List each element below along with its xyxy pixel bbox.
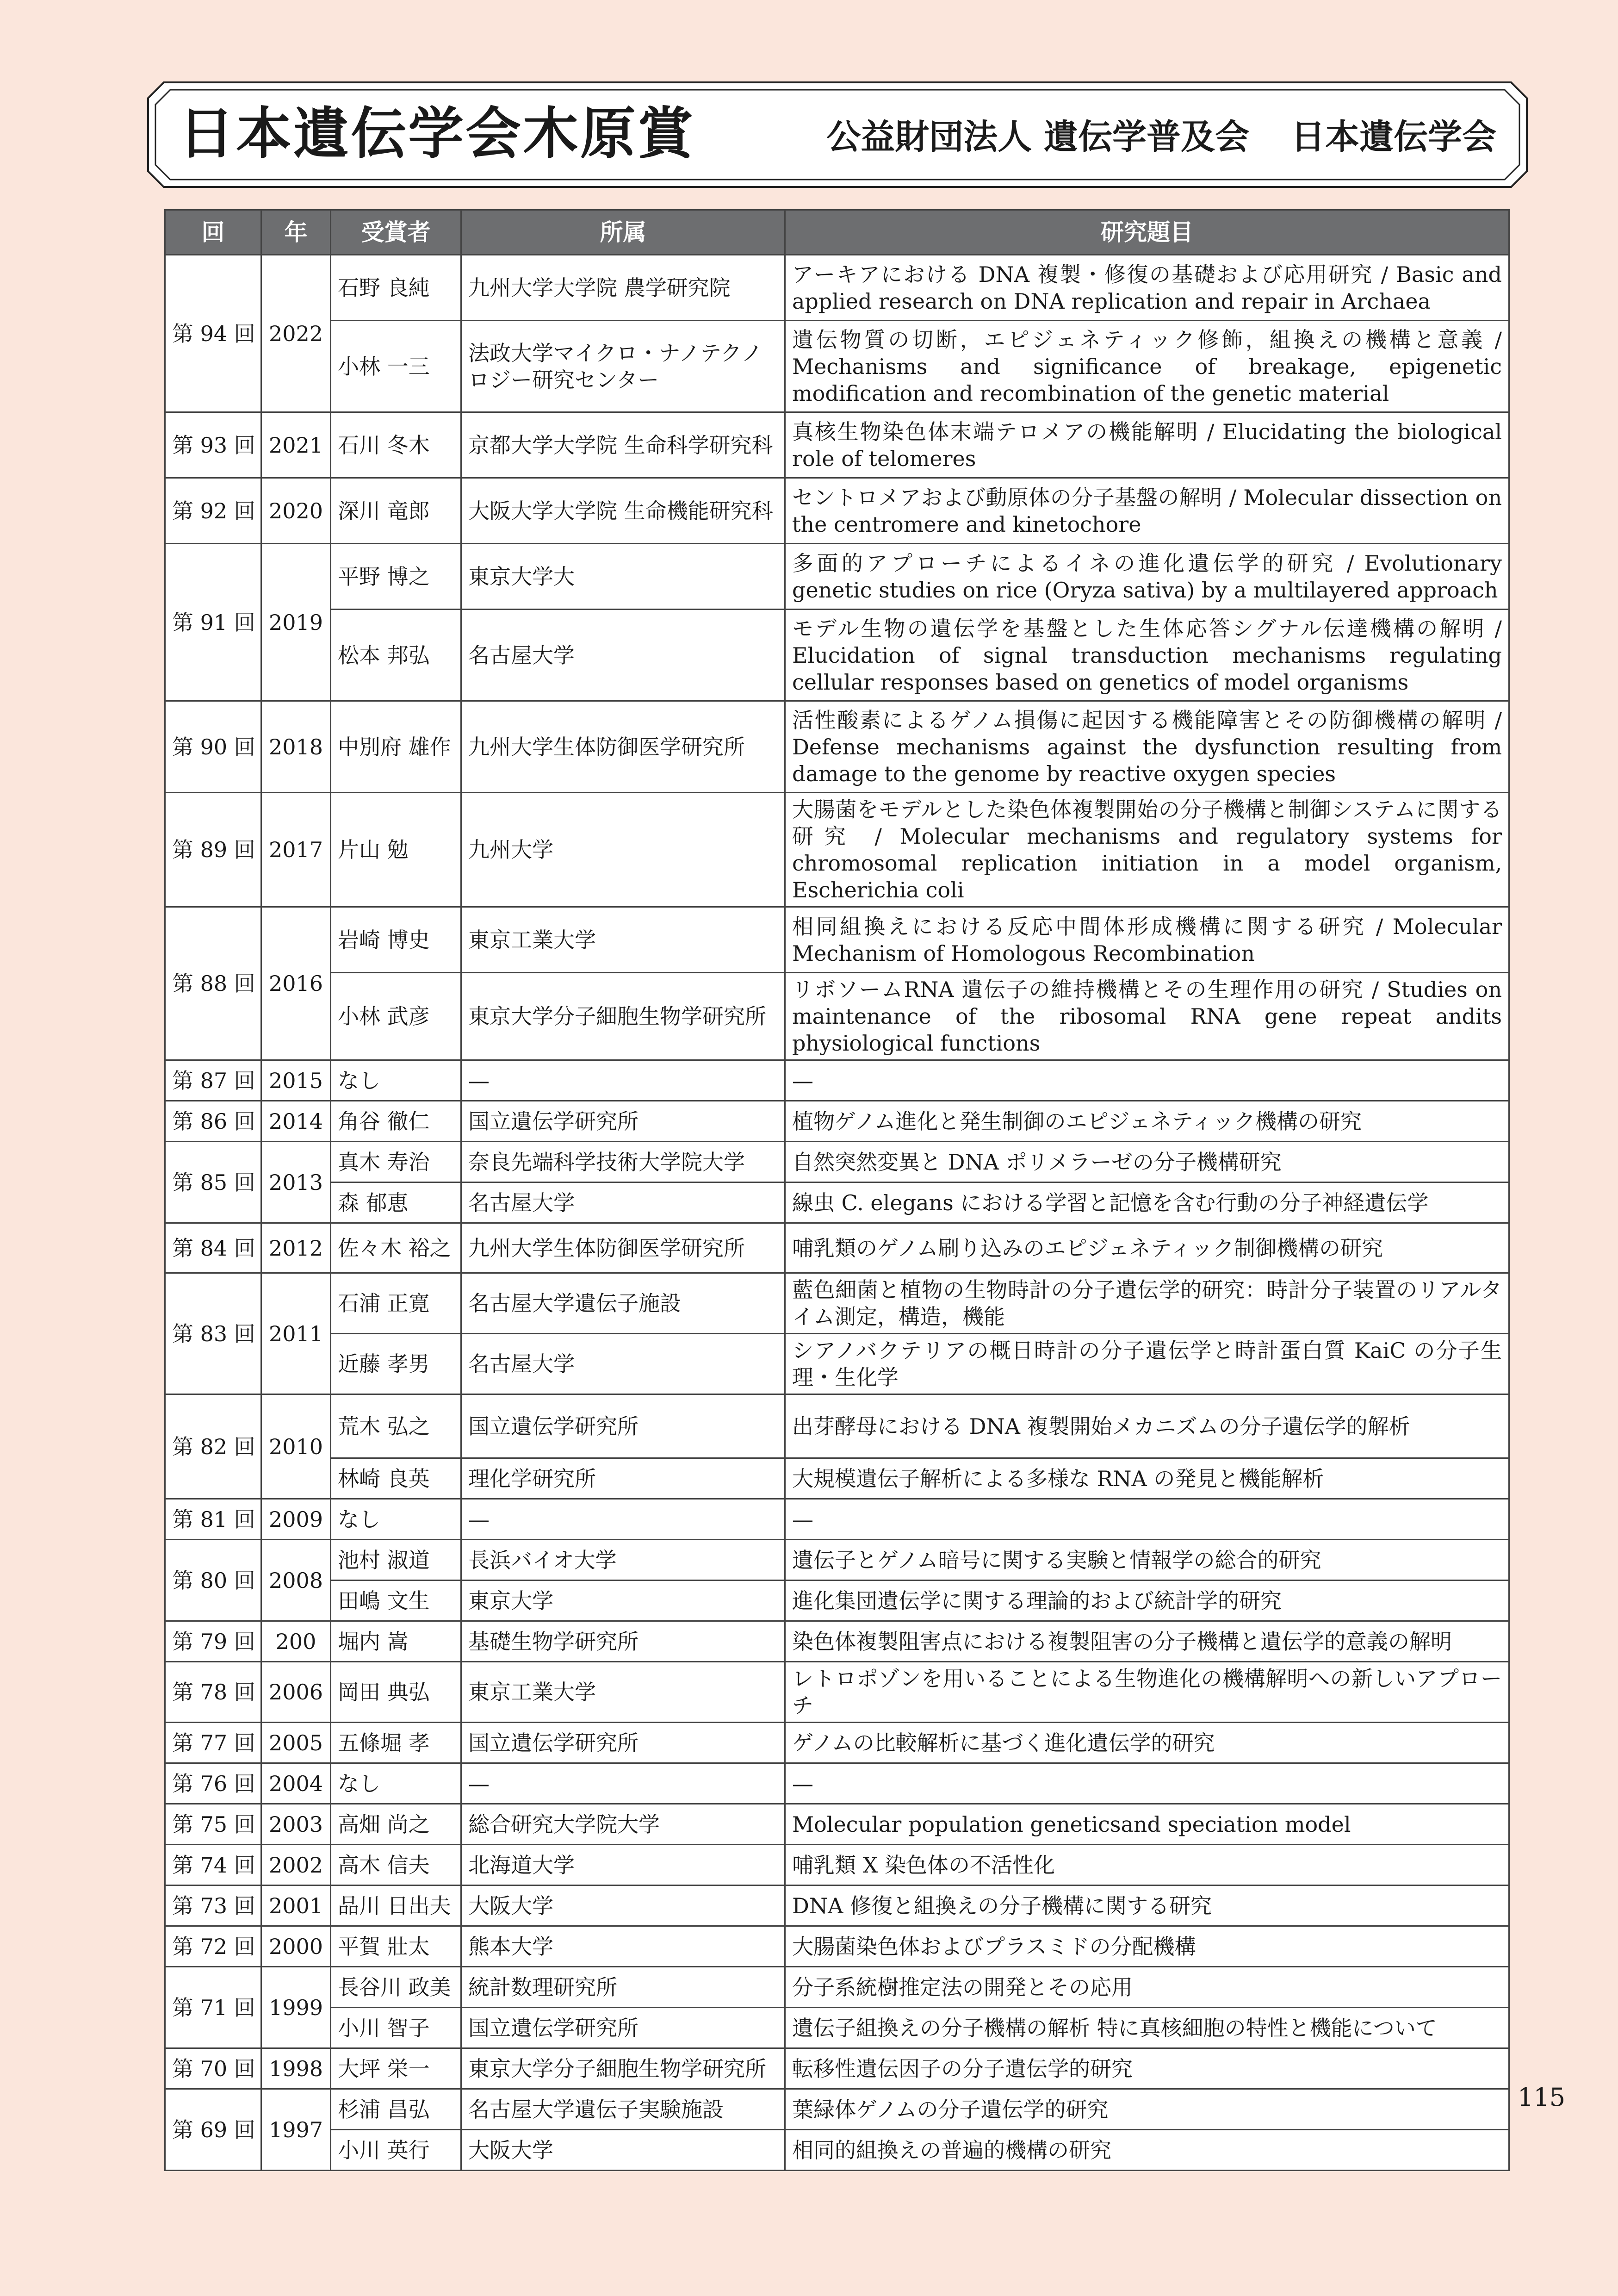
table-row	[165, 2130, 1509, 2171]
round-cell: 第 77 回	[165, 1723, 261, 1763]
table-header-row	[165, 210, 1509, 255]
recipient-cell: 高畑 尚之	[331, 1804, 461, 1845]
table-row	[165, 1885, 1509, 1926]
research-topic-cell: Molecular population geneticsand speciation model	[785, 1804, 1509, 1845]
affiliation-cell: 名古屋大学	[461, 610, 785, 701]
table-row	[165, 1723, 1509, 1763]
research-topic-cell: 転移性遺伝因子の分子遺伝学的研究	[785, 2048, 1509, 2089]
affiliation-cell: 九州大学大学院 農学研究院	[461, 255, 785, 321]
year-cell: 2018	[261, 701, 331, 793]
affiliation-cell: 九州大学生体防御医学研究所	[461, 1223, 785, 1273]
affiliation-cell: 大阪大学	[461, 1885, 785, 1926]
affiliation-cell: —	[461, 1763, 785, 1804]
recipient-cell: 真木 寿治	[331, 1142, 461, 1182]
round-cell: 第 78 回	[165, 1662, 261, 1723]
research-topic-cell: 分子系統樹推定法の開発とその応用	[785, 1967, 1509, 2008]
research-topic-cell: モデル生物の遺伝学を基盤とした生体応答シグナル伝達機構の解明 / Elucidation of signal transduction mechanisms regulating cellular responses based on genetics of model organisms	[785, 610, 1509, 701]
research-topic-cell: 哺乳類 X 染色体の不活性化	[785, 1845, 1509, 1885]
research-topic-cell: セントロメアおよび動原体の分子基盤の解明 / Molecular dissection on the centromere and kinetochore	[785, 478, 1509, 544]
research-topic-cell: 大規模遺伝子解析による多様な RNA の発見と機能解析	[785, 1458, 1509, 1499]
recipient-cell: 石川 冬木	[331, 412, 461, 478]
affiliation-cell: 法政大学マイクロ・ナノテクノロジー研究センター	[461, 321, 785, 412]
research-topic-cell: 遺伝物質の切断，エピジェネティック修飾，組換えの機構と意義 / Mechanisms and significance of breakage, epigenetic modification and recombination of the genetic material	[785, 321, 1509, 412]
research-topic-cell: DNA 修復と組換えの分子機構に関する研究	[785, 1885, 1509, 1926]
year-cell: 2004	[261, 1763, 331, 1804]
research-topic-cell: アーキアにおける DNA 複製・修復の基礎および応用研究 / Basic and applied research on DNA replication and repair in Archaea	[785, 255, 1509, 321]
award-table-body	[165, 255, 1509, 2171]
table-row	[165, 1580, 1509, 1621]
research-topic-cell: 植物ゲノム進化と発生制御のエピジェネティック機構の研究	[785, 1101, 1509, 1142]
affiliation-cell: 総合研究大学院大学	[461, 1804, 785, 1845]
table-row	[165, 1926, 1509, 1967]
table-row	[165, 255, 1509, 321]
recipient-cell: 品川 日出夫	[331, 1885, 461, 1926]
year-cell: 2020	[261, 478, 331, 544]
year-cell: 2003	[261, 1804, 331, 1845]
year-cell: 2011	[261, 1273, 331, 1394]
research-topic-cell: 相同組換えにおける反応中間体形成機構に関する研究 / Molecular Mechanism of Homologous Recombination	[785, 907, 1509, 973]
table-row	[165, 1458, 1509, 1499]
round-cell: 第 80 回	[165, 1540, 261, 1621]
research-topic-cell: レトロポゾンを用いることによる生物進化の機構解明への新しいアプローチ	[785, 1662, 1509, 1723]
page-number: 115	[1518, 2083, 1566, 2112]
table-row	[165, 1394, 1509, 1458]
research-topic-cell: 哺乳類のゲノム刷り込みのエピジェネティック制御機構の研究	[785, 1223, 1509, 1273]
table-row	[165, 1223, 1509, 1273]
recipient-cell: 林崎 良英	[331, 1458, 461, 1499]
table-row	[165, 610, 1509, 701]
table-row	[165, 1804, 1509, 1845]
research-topic-cell: 線虫 C. elegans における学習と記憶を含む行動の分子神経遺伝学	[785, 1182, 1509, 1223]
round-cell: 第 94 回	[165, 255, 261, 412]
affiliation-cell: 東京大学大	[461, 544, 785, 610]
affiliation-cell: 理化学研究所	[461, 1458, 785, 1499]
table-row	[165, 544, 1509, 610]
table-row	[165, 2008, 1509, 2048]
recipient-cell: 小林 武彦	[331, 973, 461, 1060]
recipient-cell: 小川 英行	[331, 2130, 461, 2171]
year-cell: 2001	[261, 1885, 331, 1926]
round-cell: 第 86 回	[165, 1101, 261, 1142]
round-cell: 第 81 回	[165, 1499, 261, 1540]
recipient-cell: なし	[331, 1763, 461, 1804]
year-cell: 2015	[261, 1060, 331, 1101]
research-topic-cell: —	[785, 1499, 1509, 1540]
table-row	[165, 412, 1509, 478]
round-cell: 第 70 回	[165, 2048, 261, 2089]
affiliation-cell: 京都大学大学院 生命科学研究科	[461, 412, 785, 478]
recipient-cell: 松本 邦弘	[331, 610, 461, 701]
table-row	[165, 1662, 1509, 1723]
header-banner	[147, 81, 1528, 188]
round-cell: 第 83 回	[165, 1273, 261, 1394]
year-cell: 2009	[261, 1499, 331, 1540]
round-cell: 第 75 回	[165, 1804, 261, 1845]
round-cell: 第 93 回	[165, 412, 261, 478]
recipient-cell: 片山 勉	[331, 793, 461, 907]
round-cell: 第 87 回	[165, 1060, 261, 1101]
year-cell: 200	[261, 1621, 331, 1662]
table-row	[165, 1967, 1509, 2008]
recipient-cell: 岡田 典弘	[331, 1662, 461, 1723]
round-cell: 第 72 回	[165, 1926, 261, 1967]
table-row	[165, 701, 1509, 793]
organization-name: 日本遺伝学会	[1291, 117, 1496, 157]
round-cell: 第 84 回	[165, 1223, 261, 1273]
affiliation-cell: 東京大学	[461, 1580, 785, 1621]
year-cell: 2019	[261, 544, 331, 701]
recipient-cell: 杉浦 昌弘	[331, 2089, 461, 2130]
recipient-cell: 中別府 雄作	[331, 701, 461, 793]
table-row	[165, 1060, 1509, 1101]
round-cell: 第 88 回	[165, 907, 261, 1060]
research-topic-cell: 藍色細菌と植物の生物時計の分子遺伝学的研究：時計分子装置のリアルタイム測定，構造，機能	[785, 1273, 1509, 1334]
affiliation-cell: 九州大学生体防御医学研究所	[461, 701, 785, 793]
research-topic-cell: 多面的アプローチによるイネの進化遺伝学的研究 / Evolutionary genetic studies on rice (Oryza sativa) by a multilayered approach	[785, 544, 1509, 610]
affiliation-cell: 大阪大学大学院 生命機能研究科	[461, 478, 785, 544]
year-cell: 1999	[261, 1967, 331, 2048]
table-row	[165, 2089, 1509, 2130]
research-topic-cell: ゲノムの比較解析に基づく進化遺伝学的研究	[785, 1723, 1509, 1763]
research-topic-cell: 葉緑体ゲノムの分子遺伝学的研究	[785, 2089, 1509, 2130]
recipient-cell: 佐々木 裕之	[331, 1223, 461, 1273]
table-row	[165, 1845, 1509, 1885]
header-organizations	[826, 114, 1496, 160]
affiliation-cell: 大阪大学	[461, 2130, 785, 2171]
affiliation-cell: 東京大学分子細胞生物学研究所	[461, 2048, 785, 2089]
table-row	[165, 1142, 1509, 1182]
table-row	[165, 973, 1509, 1060]
table-row	[165, 1499, 1509, 1540]
affiliation-cell: 熊本大学	[461, 1926, 785, 1967]
research-topic-cell: 真核生物染色体末端テロメアの機能解明 / Elucidating the biological role of telomeres	[785, 412, 1509, 478]
research-topic-cell: —	[785, 1060, 1509, 1101]
round-cell: 第 73 回	[165, 1885, 261, 1926]
column-header: 所属	[461, 210, 785, 255]
year-cell: 2002	[261, 1845, 331, 1885]
round-cell: 第 89 回	[165, 793, 261, 907]
recipient-cell: 小林 一三	[331, 321, 461, 412]
year-cell: 2005	[261, 1723, 331, 1763]
year-cell: 2008	[261, 1540, 331, 1621]
table-row	[165, 793, 1509, 907]
round-cell: 第 71 回	[165, 1967, 261, 2048]
round-cell: 第 79 回	[165, 1621, 261, 1662]
research-topic-cell: 大腸菌をモデルとした染色体複製開始の分子機構と制御システムに関する研究 / Molecular mechanisms and regulatory systems for chromosomal replication initiation in a model organism, Escherichia coli	[785, 793, 1509, 907]
column-header: 回	[165, 210, 261, 255]
affiliation-cell: —	[461, 1060, 785, 1101]
affiliation-cell: 九州大学	[461, 793, 785, 907]
affiliation-cell: 名古屋大学	[461, 1334, 785, 1394]
recipient-cell: 荒木 弘之	[331, 1394, 461, 1458]
recipient-cell: 森 郁恵	[331, 1182, 461, 1223]
round-cell: 第 90 回	[165, 701, 261, 793]
affiliation-cell: 奈良先端科学技術大学院大学	[461, 1142, 785, 1182]
research-topic-cell: 自然突然変異と DNA ポリメラーゼの分子機構研究	[785, 1142, 1509, 1182]
recipient-cell: 石浦 正寛	[331, 1273, 461, 1334]
year-cell: 1998	[261, 2048, 331, 2089]
table-row	[165, 907, 1509, 973]
recipient-cell: 角谷 徹仁	[331, 1101, 461, 1142]
table-row	[165, 1273, 1509, 1334]
round-cell: 第 92 回	[165, 478, 261, 544]
round-cell: 第 82 回	[165, 1394, 261, 1499]
recipient-cell: 田嶋 文生	[331, 1580, 461, 1621]
year-cell: 2014	[261, 1101, 331, 1142]
table-row	[165, 321, 1509, 412]
year-cell: 2006	[261, 1662, 331, 1723]
recipient-cell: 五條堀 孝	[331, 1723, 461, 1763]
year-cell: 2013	[261, 1142, 331, 1223]
recipient-cell: 近藤 孝男	[331, 1334, 461, 1394]
table-row	[165, 1621, 1509, 1662]
research-topic-cell: 遺伝子組換えの分子機構の解析 特に真核細胞の特性と機能について	[785, 2008, 1509, 2048]
round-cell: 第 76 回	[165, 1763, 261, 1804]
recipient-cell: 堀内 嵩	[331, 1621, 461, 1662]
affiliation-cell: 東京工業大学	[461, 1662, 785, 1723]
round-cell: 第 69 回	[165, 2089, 261, 2171]
research-topic-cell: —	[785, 1763, 1509, 1804]
affiliation-cell: —	[461, 1499, 785, 1540]
recipient-cell: なし	[331, 1499, 461, 1540]
affiliation-cell: 国立遺伝学研究所	[461, 1101, 785, 1142]
table-row	[165, 1763, 1509, 1804]
affiliation-cell: 東京大学分子細胞生物学研究所	[461, 973, 785, 1060]
affiliation-cell: 基礎生物学研究所	[461, 1621, 785, 1662]
column-header: 年	[261, 210, 331, 255]
column-header: 研究題目	[785, 210, 1509, 255]
recipient-cell: 岩崎 博史	[331, 907, 461, 973]
year-cell: 1997	[261, 2089, 331, 2171]
organization-name: 公益財団法人 遺伝学普及会	[826, 117, 1249, 157]
recipient-cell: 平賀 壯太	[331, 1926, 461, 1967]
table-row	[165, 1334, 1509, 1394]
research-topic-cell: 大腸菌染色体およびプラスミドの分配機構	[785, 1926, 1509, 1967]
affiliation-cell: 長浜バイオ大学	[461, 1540, 785, 1580]
affiliation-cell: 名古屋大学遺伝子施設	[461, 1273, 785, 1334]
recipient-cell: 長谷川 政美	[331, 1967, 461, 2008]
round-cell: 第 74 回	[165, 1845, 261, 1885]
table-row	[165, 1540, 1509, 1580]
recipient-cell: 平野 博之	[331, 544, 461, 610]
research-topic-cell: 相同的組換えの普遍的機構の研究	[785, 2130, 1509, 2171]
year-cell: 2016	[261, 907, 331, 1060]
affiliation-cell: 国立遺伝学研究所	[461, 1723, 785, 1763]
recipient-cell: 石野 良純	[331, 255, 461, 321]
column-header: 受賞者	[331, 210, 461, 255]
award-table	[164, 209, 1510, 2171]
affiliation-cell: 東京工業大学	[461, 907, 785, 973]
table-row	[165, 1101, 1509, 1142]
affiliation-cell: 名古屋大学遺伝子実験施設	[461, 2089, 785, 2130]
affiliation-cell: 北海道大学	[461, 1845, 785, 1885]
year-cell: 2017	[261, 793, 331, 907]
affiliation-cell: 統計数理研究所	[461, 1967, 785, 2008]
round-cell: 第 85 回	[165, 1142, 261, 1223]
page-title: 日本遺伝学会木原賞	[179, 102, 695, 166]
research-topic-cell: 出芽酵母における DNA 複製開始メカニズムの分子遺伝学的解析	[785, 1394, 1509, 1458]
table-row	[165, 1182, 1509, 1223]
affiliation-cell: 国立遺伝学研究所	[461, 2008, 785, 2048]
recipient-cell: 深川 竜郎	[331, 478, 461, 544]
research-topic-cell: 遺伝子とゲノム暗号に関する実験と情報学の総合的研究	[785, 1540, 1509, 1580]
table-row	[165, 478, 1509, 544]
research-topic-cell: 染色体複製阻害点における複製阻害の分子機構と遺伝学的意義の解明	[785, 1621, 1509, 1662]
year-cell: 2010	[261, 1394, 331, 1499]
research-topic-cell: シアノバクテリアの概日時計の分子遺伝学と時計蛋白質 KaiC の分子生理・生化学	[785, 1334, 1509, 1394]
table-row	[165, 2048, 1509, 2089]
research-topic-cell: リボソームRNA 遺伝子の維持機構とその生理作用の研究 / Studies on maintenance of the ribosomal RNA gene repeat andits physiological functions	[785, 973, 1509, 1060]
affiliation-cell: 名古屋大学	[461, 1182, 785, 1223]
year-cell: 2021	[261, 412, 331, 478]
affiliation-cell: 国立遺伝学研究所	[461, 1394, 785, 1458]
research-topic-cell: 進化集団遺伝学に関する理論的および統計学的研究	[785, 1580, 1509, 1621]
round-cell: 第 91 回	[165, 544, 261, 701]
recipient-cell: 大坪 栄一	[331, 2048, 461, 2089]
year-cell: 2000	[261, 1926, 331, 1967]
recipient-cell: 高木 信夫	[331, 1845, 461, 1885]
research-topic-cell: 活性酸素によるゲノム損傷に起因する機能障害とその防御機構の解明 / Defense mechanisms against the dysfunction resulting from damage to the genome by reactive oxygen species	[785, 701, 1509, 793]
recipient-cell: 小川 智子	[331, 2008, 461, 2048]
year-cell: 2012	[261, 1223, 331, 1273]
year-cell: 2022	[261, 255, 331, 412]
recipient-cell: なし	[331, 1060, 461, 1101]
recipient-cell: 池村 淑道	[331, 1540, 461, 1580]
